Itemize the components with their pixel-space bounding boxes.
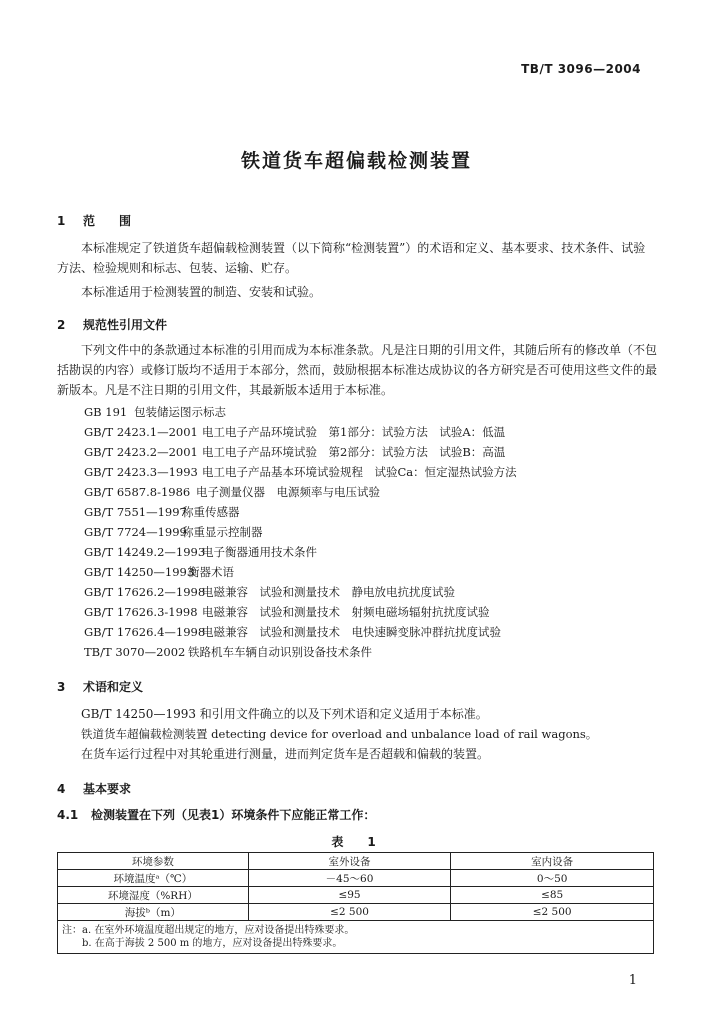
reference-title: 电磁兼容 试验和测量技术 射频电磁场辐射抗扰度试验: [202, 605, 490, 619]
table-note: b. 在高于海拔 2 500 m 的地方，应对设备提出特殊要求。: [62, 938, 343, 949]
reference-item: [84, 462, 517, 482]
reference-code: GB/T 2423.1—2001: [84, 425, 198, 439]
section-title: 术语和定义: [83, 680, 144, 694]
section-number: 1: [57, 214, 66, 228]
table-header-cell: 环境参数: [58, 853, 249, 870]
table-cell: 0～50: [451, 870, 654, 887]
table-caption: 表 1: [331, 835, 382, 849]
table-cell: ≤95: [248, 887, 451, 904]
reference-title: 电子衡器通用技术条件: [202, 545, 317, 559]
reference-title: 称重显示控制器: [182, 525, 263, 539]
term-definition: 在货车运行过程中对其轮重进行测量，进而判定货车是否超载和偏载的装置。: [81, 747, 490, 761]
reference-item: [84, 422, 505, 442]
reference-item: [84, 622, 501, 642]
section-2-heading: [57, 316, 167, 333]
reference-item: [84, 582, 455, 602]
section-number: 4: [57, 782, 66, 796]
table-cell: 环境湿度（%RH）: [58, 887, 249, 904]
section-number: 3: [57, 680, 66, 694]
reference-item: [84, 502, 240, 522]
section-4-heading: [57, 780, 131, 797]
section-1-heading: [57, 212, 131, 229]
section-1-paragraph-2: 本标准适用于检测装置的制造、安装和试验。: [81, 285, 322, 299]
table-cell: 环境温度ᵃ（℃）: [58, 870, 249, 887]
reference-title: 衡器术语: [188, 565, 234, 579]
reference-code: GB/T 2423.3—1993: [84, 465, 198, 479]
reference-code: GB/T 17626.4—1998: [84, 625, 206, 639]
reference-title: 铁路机车车辆自动识别设备技术条件: [188, 645, 372, 659]
section-2-intro: 下列文件中的条款通过本标准的引用而成为本标准条款。凡是注日期的引用文件，其随后所有的修改单（不包括勘误的内容）或修订版均不适用于本部分，然而，鼓励根据本标准达成协议的各方研究是否可使用这些文件的最新版本。凡是不注日期的引用文件，其最新版本适用于本标准。: [57, 343, 658, 397]
reference-code: GB 191: [84, 405, 128, 419]
table-cell: －45～60: [248, 870, 451, 887]
section-3-heading: [57, 678, 143, 695]
reference-code: GB/T 14249.2—1993: [84, 545, 206, 559]
section-3-paragraph: GB/T 14250—1993 和引用文件确立的以及下列术语和定义适用于本标准。: [81, 707, 488, 721]
table-row: [58, 904, 654, 921]
reference-item: [84, 562, 234, 582]
reference-code: GB/T 14250—1993: [84, 565, 195, 579]
reference-item: [84, 482, 380, 502]
reference-title: 包装储运图示标志: [134, 405, 226, 419]
subsection-text: 检测装置在下列（见表1）环境条件下应能正常工作：: [91, 808, 376, 822]
reference-code: TB/T 3070—2002: [84, 645, 186, 659]
reference-title: 电工电子产品环境试验 第1部分：试验方法 试验A：低温: [202, 425, 506, 439]
page-title: 铁道货车超偏载检测装置: [240, 150, 472, 172]
table-note: 注：a. 在室外环境温度超出规定的地方，应对设备提出特殊要求。: [62, 925, 355, 936]
reference-title: 电子测量仪器 电源频率与电压试验: [196, 485, 380, 499]
section-number: 2: [57, 318, 66, 332]
reference-item: [84, 542, 317, 562]
reference-item: [84, 442, 505, 462]
reference-code: GB/T 17626.3-1998: [84, 605, 198, 619]
table-header-cell: 室内设备: [451, 853, 654, 870]
reference-code: GB/T 6587.8-1986: [84, 485, 191, 499]
reference-code: GB/T 2423.2—2001: [84, 445, 198, 459]
reference-item: [84, 522, 263, 542]
environment-table: [57, 852, 654, 954]
reference-title: 电工电子产品环境试验 第2部分：试验方法 试验B：高温: [202, 445, 506, 459]
section-title: 基本要求: [83, 782, 132, 796]
reference-title: 称重传感器: [182, 505, 240, 519]
table-cell: ≤85: [451, 887, 654, 904]
section-title: 范 围: [83, 214, 132, 228]
table-header-cell: 室外设备: [248, 853, 451, 870]
reference-code: GB/T 7551—1997: [84, 505, 187, 519]
reference-item: [84, 602, 490, 622]
section-1-paragraph-1: 本标准规定了铁道货车超偏载检测装置（以下简称“检测装置”）的术语和定义、基本要求、技术条件、试验方法、检验规则和标志、包装、运输、贮存。: [57, 241, 646, 275]
subsection-4-1: [57, 806, 375, 823]
reference-title: 电磁兼容 试验和测量技术 静电放电抗扰度试验: [202, 585, 455, 599]
page-number: 1: [628, 973, 637, 988]
table-cell: ≤2 500: [451, 904, 654, 921]
table-notes-row: [58, 921, 654, 954]
table-row: [58, 887, 654, 904]
document-number: TB/T 3096—2004: [521, 62, 641, 76]
reference-code: GB/T 7724—1999: [84, 525, 187, 539]
reference-title: 电工电子产品基本环境试验规程 试验Ca：恒定湿热试验方法: [202, 465, 517, 479]
reference-item: [84, 642, 372, 662]
table-row: [58, 870, 654, 887]
section-title: 规范性引用文件: [83, 318, 168, 332]
reference-item: [84, 402, 226, 422]
table-notes: [58, 921, 654, 954]
reference-code: GB/T 17626.2—1998: [84, 585, 206, 599]
reference-title: 电磁兼容 试验和测量技术 电快速瞬变脉冲群抗扰度试验: [202, 625, 501, 639]
table-cell: 海拔ᵇ（m）: [58, 904, 249, 921]
term-entry: 铁道货车超偏载检测装置 detecting device for overload and unbalance load of rail wagons。: [81, 727, 598, 741]
subsection-number: 4.1: [57, 808, 79, 822]
table-header-row: [58, 853, 654, 870]
table-cell: ≤2 500: [248, 904, 451, 921]
